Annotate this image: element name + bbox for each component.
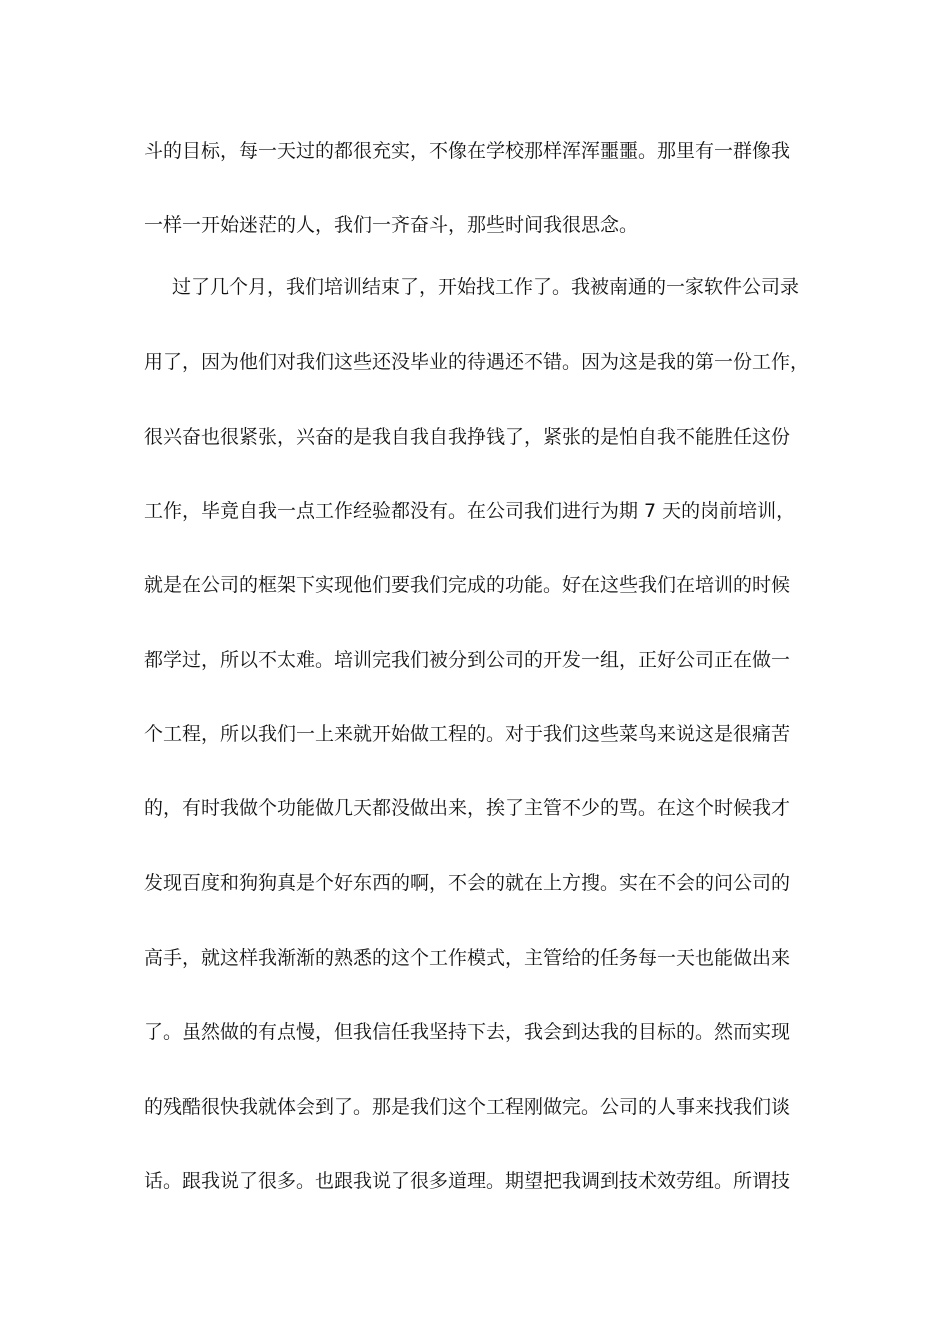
text-line: 用了，因为他们对我们这些还没毕业的待遇还不错。因为这是我的第一份工作， [144,351,810,373]
text-line: 工作，毕竟自我一点工作经验都没有。在公司我们进行为期 7 天的岗前培训， [144,500,796,522]
text-line: 话。跟我说了很多。也跟我说了很多道理。期望把我调到技术效劳组。所谓技 [144,1170,791,1192]
text-line: 很兴奋也很紧张，兴奋的是我自我自我挣钱了，紧张的是怕自我不能胜任这份 [144,426,791,448]
text-line: 个工程，所以我们一上来就开始做工程的。对于我们这些菜鸟来说这是很痛苦 [144,723,791,745]
text-line: 了。虽然做的有点慢，但我信任我坚持下去，我会到达我的目标的。然而实现 [144,1021,791,1043]
text-line: 都学过，所以不太难。培训完我们被分到公司的开发一组，正好公司正在做一 [144,649,791,671]
text-line: 的残酷很快我就体会到了。那是我们这个工程刚做完。公司的人事来找我们谈 [144,1096,791,1118]
paragraph-first-line: 过了几个月，我们培训结束了，开始找工作了。我被南通的一家软件公司录 [172,276,800,298]
text-line: 的，有时我做个功能做几天都没做出来，挨了主管不少的骂。在这个时候我才 [144,797,791,819]
text-line: 发现百度和狗狗真是个好东西的啊，不会的就在上方搜。实在不会的问公司的 [144,872,791,894]
text-line: 高手，就这样我渐渐的熟悉的这个工作模式，主管给的任务每一天也能做出来 [144,947,791,969]
text-line: 斗的目标，每一天过的都很充实，不像在学校那样浑浑噩噩。那里有一群像我 [144,140,791,162]
text-line: 就是在公司的框架下实现他们要我们完成的功能。好在这些我们在培训的时候 [144,574,791,596]
text-line: 一样一开始迷茫的人，我们一齐奋斗，那些时间我很思念。 [144,214,639,236]
